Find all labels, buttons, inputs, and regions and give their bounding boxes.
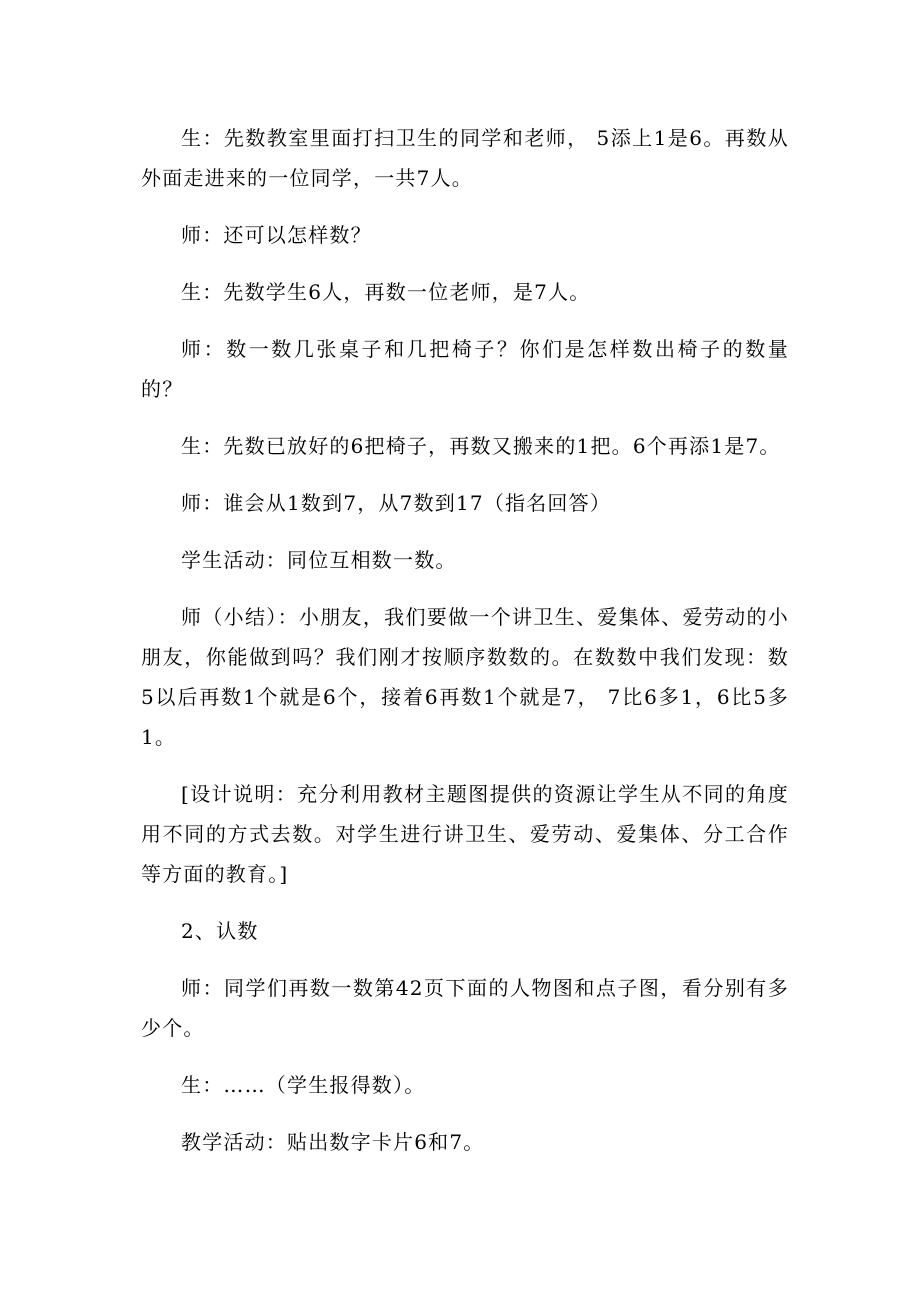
paragraph-student-answer-1: 生：先数学生6人，再数一位老师，是7人。 xyxy=(181,280,591,304)
paragraph-teacher-question-3: 师：谁会从1数到7，从7数到17（指名回答） xyxy=(181,491,612,515)
paragraph-student-answer-2: 生：先数已放好的6把椅子，再数又搬来的1把。6个再添1是7。 xyxy=(181,434,781,458)
section-heading-recognize-numbers: 2、认数 xyxy=(181,919,259,943)
paragraph-student-activity: 学生活动：同位互相数一数。 xyxy=(181,548,457,572)
paragraph-teacher-summary: 师（小结）：小朋友，我们要做一个讲卫生、爱集体、爱劳动的小朋友，你能做到吗？我们刚才按顺序数数的。在数数中我们发现：数5以后再数1个就是6个，接着6再数1个就是7， 7比6多1，6比5多1。 xyxy=(141,605,789,749)
document-body xyxy=(141,118,789,1179)
paragraph-teaching-activity: 教学活动：贴出数字卡片6和7。 xyxy=(181,1130,485,1154)
paragraph-teacher-question-1: 师：还可以怎样数？ xyxy=(181,223,372,247)
paragraph-student-count-method: 生：先数教室里面打扫卫生的同学和老师， 5添上1是6。再数从外面走进来的一位同学，一共7人。 xyxy=(141,126,789,190)
paragraph-teacher-question-2: 师：数一数几张桌子和几把椅子？你们是怎样数出椅子的数量的？ xyxy=(141,337,789,401)
paragraph-student-answer-3: 生：……（学生报得数）。 xyxy=(181,1073,426,1097)
paragraph-teacher-question-4: 师：同学们再数一数第42页下面的人物图和点子图，看分别有多少个。 xyxy=(141,976,789,1040)
paragraph-design-note: [设计说明：充分利用教材主题图提供的资源让学生从不同的角度用不同的方式去数。对学生进行讲卫生、爱劳动、爱集体、分工合作等方面的教育。] xyxy=(141,782,789,886)
